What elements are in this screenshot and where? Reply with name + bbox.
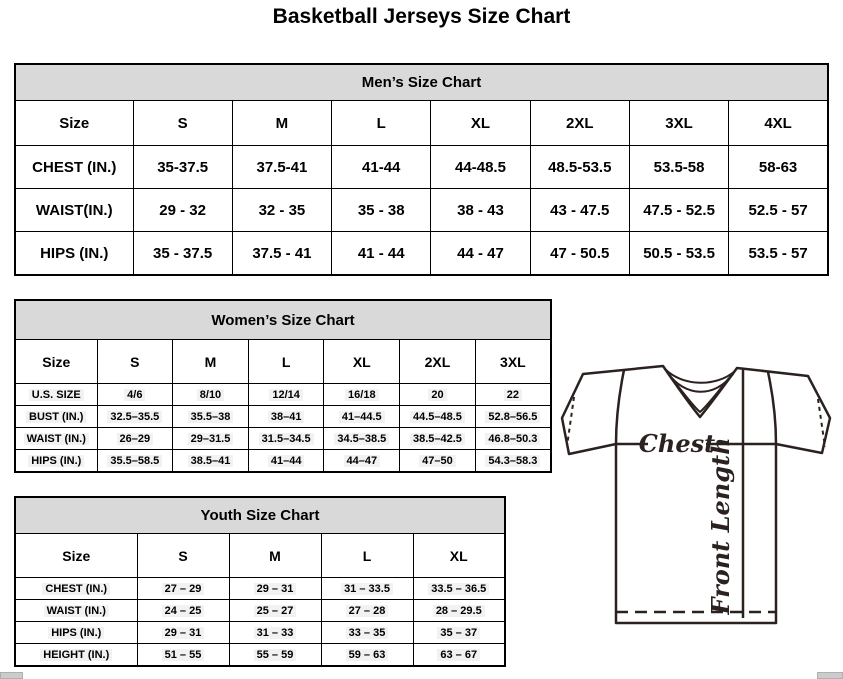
cell-value: 22 [504,389,522,401]
cell-value: 35.5–38 [188,411,234,423]
column-header: S [97,340,173,384]
cell-value: 25 – 27 [254,605,297,617]
cell-value: 47.5 - 52.5 [643,201,715,219]
cell-value: 51 – 55 [162,649,205,661]
front-length-label: Front Length [706,437,735,615]
column-header: Size [15,101,133,146]
column-header: M [173,340,249,384]
cell-value: 32.5–35.5 [107,411,162,423]
cell-value: 38–41 [268,411,305,423]
cell-value: 31 – 33 [254,627,297,639]
womens-table-title: Women’s Size Chart [15,300,551,340]
cell-value: 41 - 44 [357,244,405,262]
column-header: 2XL [530,101,629,146]
cell-value: 32 - 35 [258,201,306,219]
scrollbar-corner-left[interactable] [0,672,23,679]
cell-value: 31 – 33.5 [341,583,393,595]
column-header: Size [15,340,97,384]
youth-table-title: Youth Size Chart [15,497,505,534]
column-header: 3XL [475,340,551,384]
cell-value: 55 – 59 [254,649,297,661]
womens-size-table [14,299,552,473]
cell-value: 35.5–58.5 [107,455,162,467]
mens-table-title: Men’s Size Chart [15,64,828,101]
row-label: WAIST (IN.) [44,605,109,617]
cell-value: 38.5–41 [188,455,234,467]
cell-value: 48.5-53.5 [548,158,612,176]
cell-value: 28 – 29.5 [433,605,485,617]
cell-value: 27 – 28 [346,605,389,617]
cell-value: 58-63 [758,158,798,176]
cell-value: 8/10 [197,389,224,401]
cell-value: 31.5–34.5 [259,433,314,445]
cell-value: 29 – 31 [162,627,205,639]
cell-value: 52.5 - 57 [748,201,808,219]
cell-value: 53.5-58 [653,158,705,176]
cell-value: 52.8–56.5 [485,411,540,423]
row-label: HIPS (IN.) [28,455,84,467]
cell-value: 47–50 [419,455,456,467]
cell-value: 16/18 [345,389,379,401]
table-row [15,578,505,600]
cell-value: 38 - 43 [457,201,504,219]
cell-value: 27 – 29 [162,583,205,595]
cell-value: 4/6 [124,389,145,401]
row-label: BUST (IN.) [26,411,86,423]
cell-value: 50.5 - 53.5 [643,244,715,262]
cell-value: 24 – 25 [162,605,205,617]
cell-value: 44-48.5 [455,158,506,176]
cell-value: 53.5 - 57 [748,244,808,262]
cell-value: 37.5 - 41 [252,244,312,262]
column-header: L [248,340,324,384]
cell-value: 59 – 63 [346,649,389,661]
cell-value: 37.5-41 [256,158,308,176]
cell-value: 43 - 47.5 [550,201,610,219]
row-label: WAIST (IN.) [24,433,89,445]
youth-size-table [14,496,506,667]
row-label: U.S. SIZE [29,389,84,401]
table-row [15,622,505,644]
column-header: S [137,534,229,578]
cell-value: 29–31.5 [188,433,234,445]
row-label: HIPS (IN.) [40,244,109,262]
scrollbar-corner-right[interactable] [817,672,843,679]
row-label: WAIST(IN.) [35,201,113,219]
column-header: M [229,534,321,578]
column-header: XL [324,340,400,384]
cell-value: 34.5–38.5 [334,433,389,445]
column-header: L [332,101,431,146]
column-header: 4XL [729,101,828,146]
cell-value: 33 – 35 [346,627,389,639]
row-label: CHEST (IN.) [42,583,110,595]
table-row [15,146,828,189]
column-header: 3XL [629,101,728,146]
cell-value: 35 - 38 [357,201,405,219]
row-label: HIPS (IN.) [48,627,104,639]
column-header: L [321,534,413,578]
cell-value: 44–47 [344,455,381,467]
cell-value: 46.8–50.3 [485,433,540,445]
table-row [15,232,828,276]
cell-value: 33.5 – 36.5 [428,583,489,595]
cell-value: 41–44 [268,455,305,467]
column-header: XL [413,534,505,578]
cell-value: 29 – 31 [254,583,297,595]
cell-value: 63 – 67 [437,649,480,661]
table-row [15,189,828,232]
column-header: S [133,101,232,146]
table-row [15,428,551,450]
table-row [15,600,505,622]
row-label: HEIGHT (IN.) [40,649,112,661]
table-row [15,406,551,428]
column-header: 2XL [400,340,476,384]
cell-value: 38.5–42.5 [410,433,465,445]
table-row [15,450,551,473]
jersey-measurement-diagram [552,354,840,634]
cell-value: 54.3–58.3 [485,455,540,467]
table-row [15,644,505,667]
cell-value: 12/14 [269,389,303,401]
cell-value: 26–29 [117,433,154,445]
cell-value: 35 – 37 [437,627,480,639]
cell-value: 29 - 32 [159,201,206,219]
cell-value: 44 - 47 [457,244,504,262]
cell-value: 20 [428,389,446,401]
table-row [15,384,551,406]
row-label: CHEST (IN.) [32,158,117,176]
cell-value: 41–44.5 [339,411,385,423]
column-header: M [232,101,331,146]
cell-value: 35 - 37.5 [153,244,213,262]
mens-size-table [14,63,829,276]
cell-value: 47 - 50.5 [550,244,610,262]
cell-value: 35-37.5 [157,158,209,176]
column-header: XL [431,101,530,146]
cell-value: 44.5–48.5 [410,411,465,423]
cell-value: 41-44 [362,158,401,176]
page-title: Basketball Jerseys Size Chart [272,5,571,28]
column-header: Size [15,534,137,578]
jersey-outline [562,366,830,623]
chest-label: Chest [638,429,716,458]
